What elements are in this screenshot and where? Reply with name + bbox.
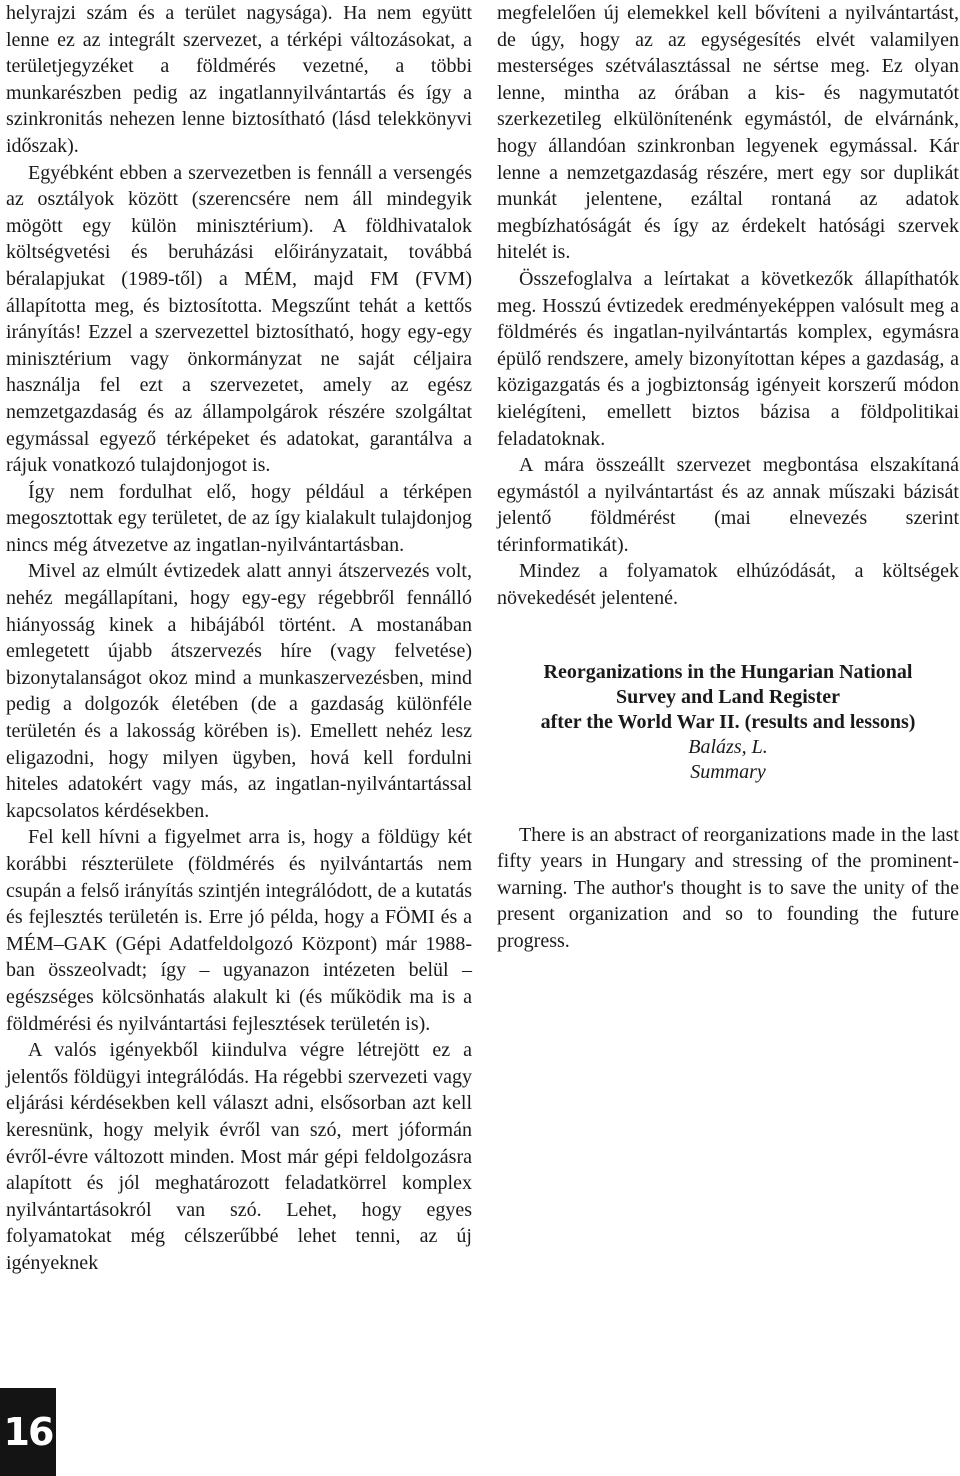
page-number-tab xyxy=(0,1388,56,1476)
page-number: 16 xyxy=(3,1410,53,1454)
body-paragraph: A valós igényekből kiindulva végre létrejött ez a jelentős földügyi integrálódás. Ha régebbi szervezeti vagy eljárási kérdésekben kell választ adni, elsősorban azt kell keresnünk, hogy melyik évről van szó, mert jóformán évről-évre változott minden. Most már gépi feldolgozásra alapított és jól meghatározott feladatkörrel komplex nyilvántartásokról van szó. Lehet, hogy egyes folyamatokat még célszerűbbé lehet tenni, az új igényeknek xyxy=(6,1039,472,1274)
left-column xyxy=(6,0,472,1277)
summary-body: There is an abstract of reorganizations made in the last fifty years in Hungary and stressing of the prominent-warning. The author's thought is to save the unity of the present organization and so to founding the future progress. xyxy=(497,823,959,953)
body-paragraph: Egyébként ebben a szervezetben is fennáll a versengés az osztályok között (szerencsére nem áll mindegyik mögött egy külön minisztérium). A földhivatalok költségvetési és beruházási előirányzatait, továbbá béralapjukat (1989-től) a MÉM, majd FM (FVM) állapította meg, és biztosította. Megszűnt tehát a kettős irányítás! Ezzel a szervezettel biztosítható, hogy egy-egy minisztérium vagy önkormányzat ne saját céljaira használja fel ezt a szervezetet, amely az egész nemzetgazdaság és az állampolgárok részére szolgáltat egymással egyező térképeket és adatokat, garantálva a rájuk vonatkozó tulajdonjogot is. xyxy=(6,161,472,477)
body-paragraph: A mára összeállt szervezet megbontása elszakítaná egymástól a nyilvántartást és az annak műszaki bázisát jelentő földmérést (mai elnevezés szerint térinformatikát). xyxy=(497,454,959,556)
body-paragraph: Mivel az elmúlt évtizedek alatt annyi átszervezés volt, nehéz megállapítani, hogy egy-egy régebbről fennálló hiányosság kinek a hibájából történt. A mostanában emlegetett újabb átszervezés híre (vagy felvetése) bizonytalanságot okoz mind a munkaszervezésben, mind pedig a dolgozók életében (de a gazdaság különféle területén és a lakosság körében is). Emellett nehéz lesz eligazodni, hogy milyen ügyben, hová kell fordulni hiteles adatokért vagy más, az ingatlan-nyilvántartással kapcsolatos kérdésekben. xyxy=(6,560,472,822)
english-summary xyxy=(497,660,959,785)
summary-title-line: Reorganizations in the Hungarian National xyxy=(543,660,913,683)
body-paragraph: Így nem fordulhat elő, hogy például a térképen megosztottak egy területet, de az így kialakult tulajdonjog nincs még átvezetve az ingatlan-nyilvántartásban. xyxy=(6,480,472,556)
body-paragraph: helyrajzi szám és a terület nagysága). Ha nem együtt lenne ez az integrált szervezet, a térképi változásokat, a területjegyzéket a földmérés vezetné, a többi munkarészben pedig az ingatlannyilvántartás és így a szinkronitás nehezen lenne biztosítható (lásd telekkönyvi időszak). xyxy=(6,2,472,157)
right-column xyxy=(497,0,959,955)
body-paragraph: Összefoglalva a leírtakat a következők állapíthatók meg. Hosszú évtizedek eredményeképpen valósult meg a földmérés és ingatlan-nyilvántartás komplex, egymásra épülő rendszere, amely bizonyítottan képes a gazdaság, a közigazgatás és a jogbiztonság igényeit korszerű módon kielégíteni, emellett biztos bázisa a földpolitikai feladatoknak. xyxy=(497,267,959,450)
summary-title-line: after the World War II. (results and lessons) xyxy=(540,710,916,733)
summary-author: Balázs, L. xyxy=(688,735,768,758)
summary-title-line: Survey and Land Register xyxy=(616,685,840,708)
summary-label: Summary xyxy=(690,760,766,783)
body-paragraph: megfelelően új elemekkel kell bővíteni a nyilvántartást, de úgy, hogy az az egységesítés elvét valamilyen mesterséges szétválasztással ne sértse meg. Ez olyan lenne, mintha az órában a kis- és nagymutatót szerkezetileg elkülönítenénk egymástól, de elvárnánk, hogy állandóan szinkronban legyenek egymással. Kár lenne a nemzetgazdaság részére, mert egy sor duplikát munkát jelentene, ezáltal rontaná az adatok megbízhatóságát és így az érdekelt hatósági szervek hitelét is. xyxy=(497,2,959,264)
body-paragraph: Mindez a folyamatok elhúzódását, a költségek növekedését jelentené. xyxy=(497,560,959,610)
body-paragraph: Fel kell hívni a figyelmet arra is, hogy a földügy két korábbi részterülete (földmérés és nyilvántartás nem csupán a felső irányítás szintjén integrálódott, de a kutatás és fejlesztés területén is. Erre jó példa, hogy a FÖMI és a MÉM–GAK (Gépi Adatfeldolgozó Központ) már 1988-ban összeolvadt; így – ugyanazon intézeten belül – egészséges kölcsönhatás alakult ki (és működik ma is a földmérési és nyilvántartási fejlesztések területén is). xyxy=(6,826,472,1035)
